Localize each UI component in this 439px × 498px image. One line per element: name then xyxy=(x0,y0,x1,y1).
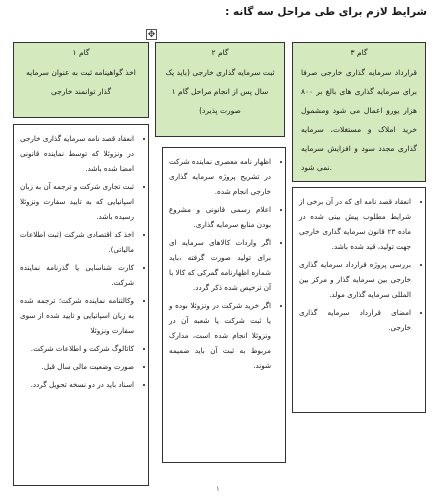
step-3-header xyxy=(292,42,426,182)
table-move-handle-icon[interactable]: ✥ xyxy=(147,30,156,40)
list-item: • اظهار نامه معصری نماینده شرکت در تشریح پروژه سرمایه گذاری خارجی انجام شده. xyxy=(169,154,271,199)
step-1-label: گام ۱ xyxy=(72,48,90,57)
step-3-label: گام ۳ xyxy=(350,48,368,57)
list-item: • انعقاد قصد نامه ای که در آن برخی از شرایط مطلوب پیش بینی شده در ماده ۲۳ قانون سرمایه گذاری خارجی جهت تولید، قید شده باشد. xyxy=(299,194,411,254)
list-item: • بررسی پروژه قرارداد سرمایه گذاری خارجی بین سرمایه گذار و مرکز بین المللی سرمایه گذاری مولد. xyxy=(299,257,411,302)
list-item: • انعقاد قصد نامه سرمایه گذاری خارجی در ونزوئلا که توسط نماینده قانونی امضا شده باشد. xyxy=(20,131,134,176)
step-1-list xyxy=(14,125,148,392)
step-2-header xyxy=(155,42,285,137)
page-number: ۱ xyxy=(216,485,220,493)
step-3-requirements xyxy=(292,187,426,413)
step-2-requirements xyxy=(162,147,286,463)
list-item: • وکالتنامه نماینده شرکت؛ ترجمه شده به زبان اسپانیایی و تایید شده از سوی سفارت ونزوئلا xyxy=(20,293,134,338)
list-item: • اگر واردات کالاهای سرمایه ای برای تولید صورت گرفته ،باید شماره اظهارنامه گمرکی که کالا با آن ترخیص شده ذکر گردد. xyxy=(169,235,271,295)
page-title: شرایط لازم برای طی مراحل سه گانه : xyxy=(225,6,427,18)
step-2-label: گام ۲ xyxy=(211,48,229,57)
step-2-heading: ثبت سرمایه گذاری خارجی (باید یک سال پس از انجام مراحل گام ۱ صورت پذیرد) xyxy=(165,68,275,115)
list-item: • اخذ کد اقتصادی شرکت (ثبت اطلاعات مالیاتی). xyxy=(20,227,134,257)
list-item: • ثبت تجاری شرکت و ترجمه آن به زبان اسپانیایی که به تایید سفارت ونزوئلا رسیده باشد. xyxy=(20,179,134,224)
step-2-list xyxy=(163,148,285,373)
step-3-heading: قرارداد سرمایه گذاری خارجی صرفا برای سرمایه گذاری های بالغ بر ۸۰۰ هزار یورو اعمال می شود ومشمول خرید املاک و مستغلات، سرمایه گذاری مجدد سود و افزایش سرمایه نمی شود. xyxy=(301,68,417,172)
step-3-list xyxy=(293,188,425,335)
list-item: • کاتالوگ شرکت و اطلاعات شرکت. xyxy=(20,341,134,356)
step-1-requirements xyxy=(13,124,149,486)
list-item: • اگر خرید شرکت در ونزوئلا بوده و یا ثبت شرکت یا شعبه آن در ونزوئلا انجام شده است، مدارک مربوط به ثبت آن باید ضمیمه شوند. xyxy=(169,298,271,373)
list-item: • صورت وضعیت مالی سال قبل. xyxy=(20,359,134,374)
list-item: • امضای قرارداد سرمایه گذاری خارجی. xyxy=(299,305,411,335)
step-1-heading: اخذ گواهینامه ثبت به عنوان سرمایه گذار توانمند خارجی xyxy=(26,68,136,96)
list-item: • اسناد باید در دو نسخه تحویل گردد. xyxy=(20,377,134,392)
step-1-header xyxy=(13,42,149,118)
list-item: • اعلام رسمی قانونی و مشروع بودن منابع سرمایه گذاری. xyxy=(169,202,271,232)
list-item: • کارت شناسایی یا گذرنامه نماینده شرکت. xyxy=(20,260,134,290)
